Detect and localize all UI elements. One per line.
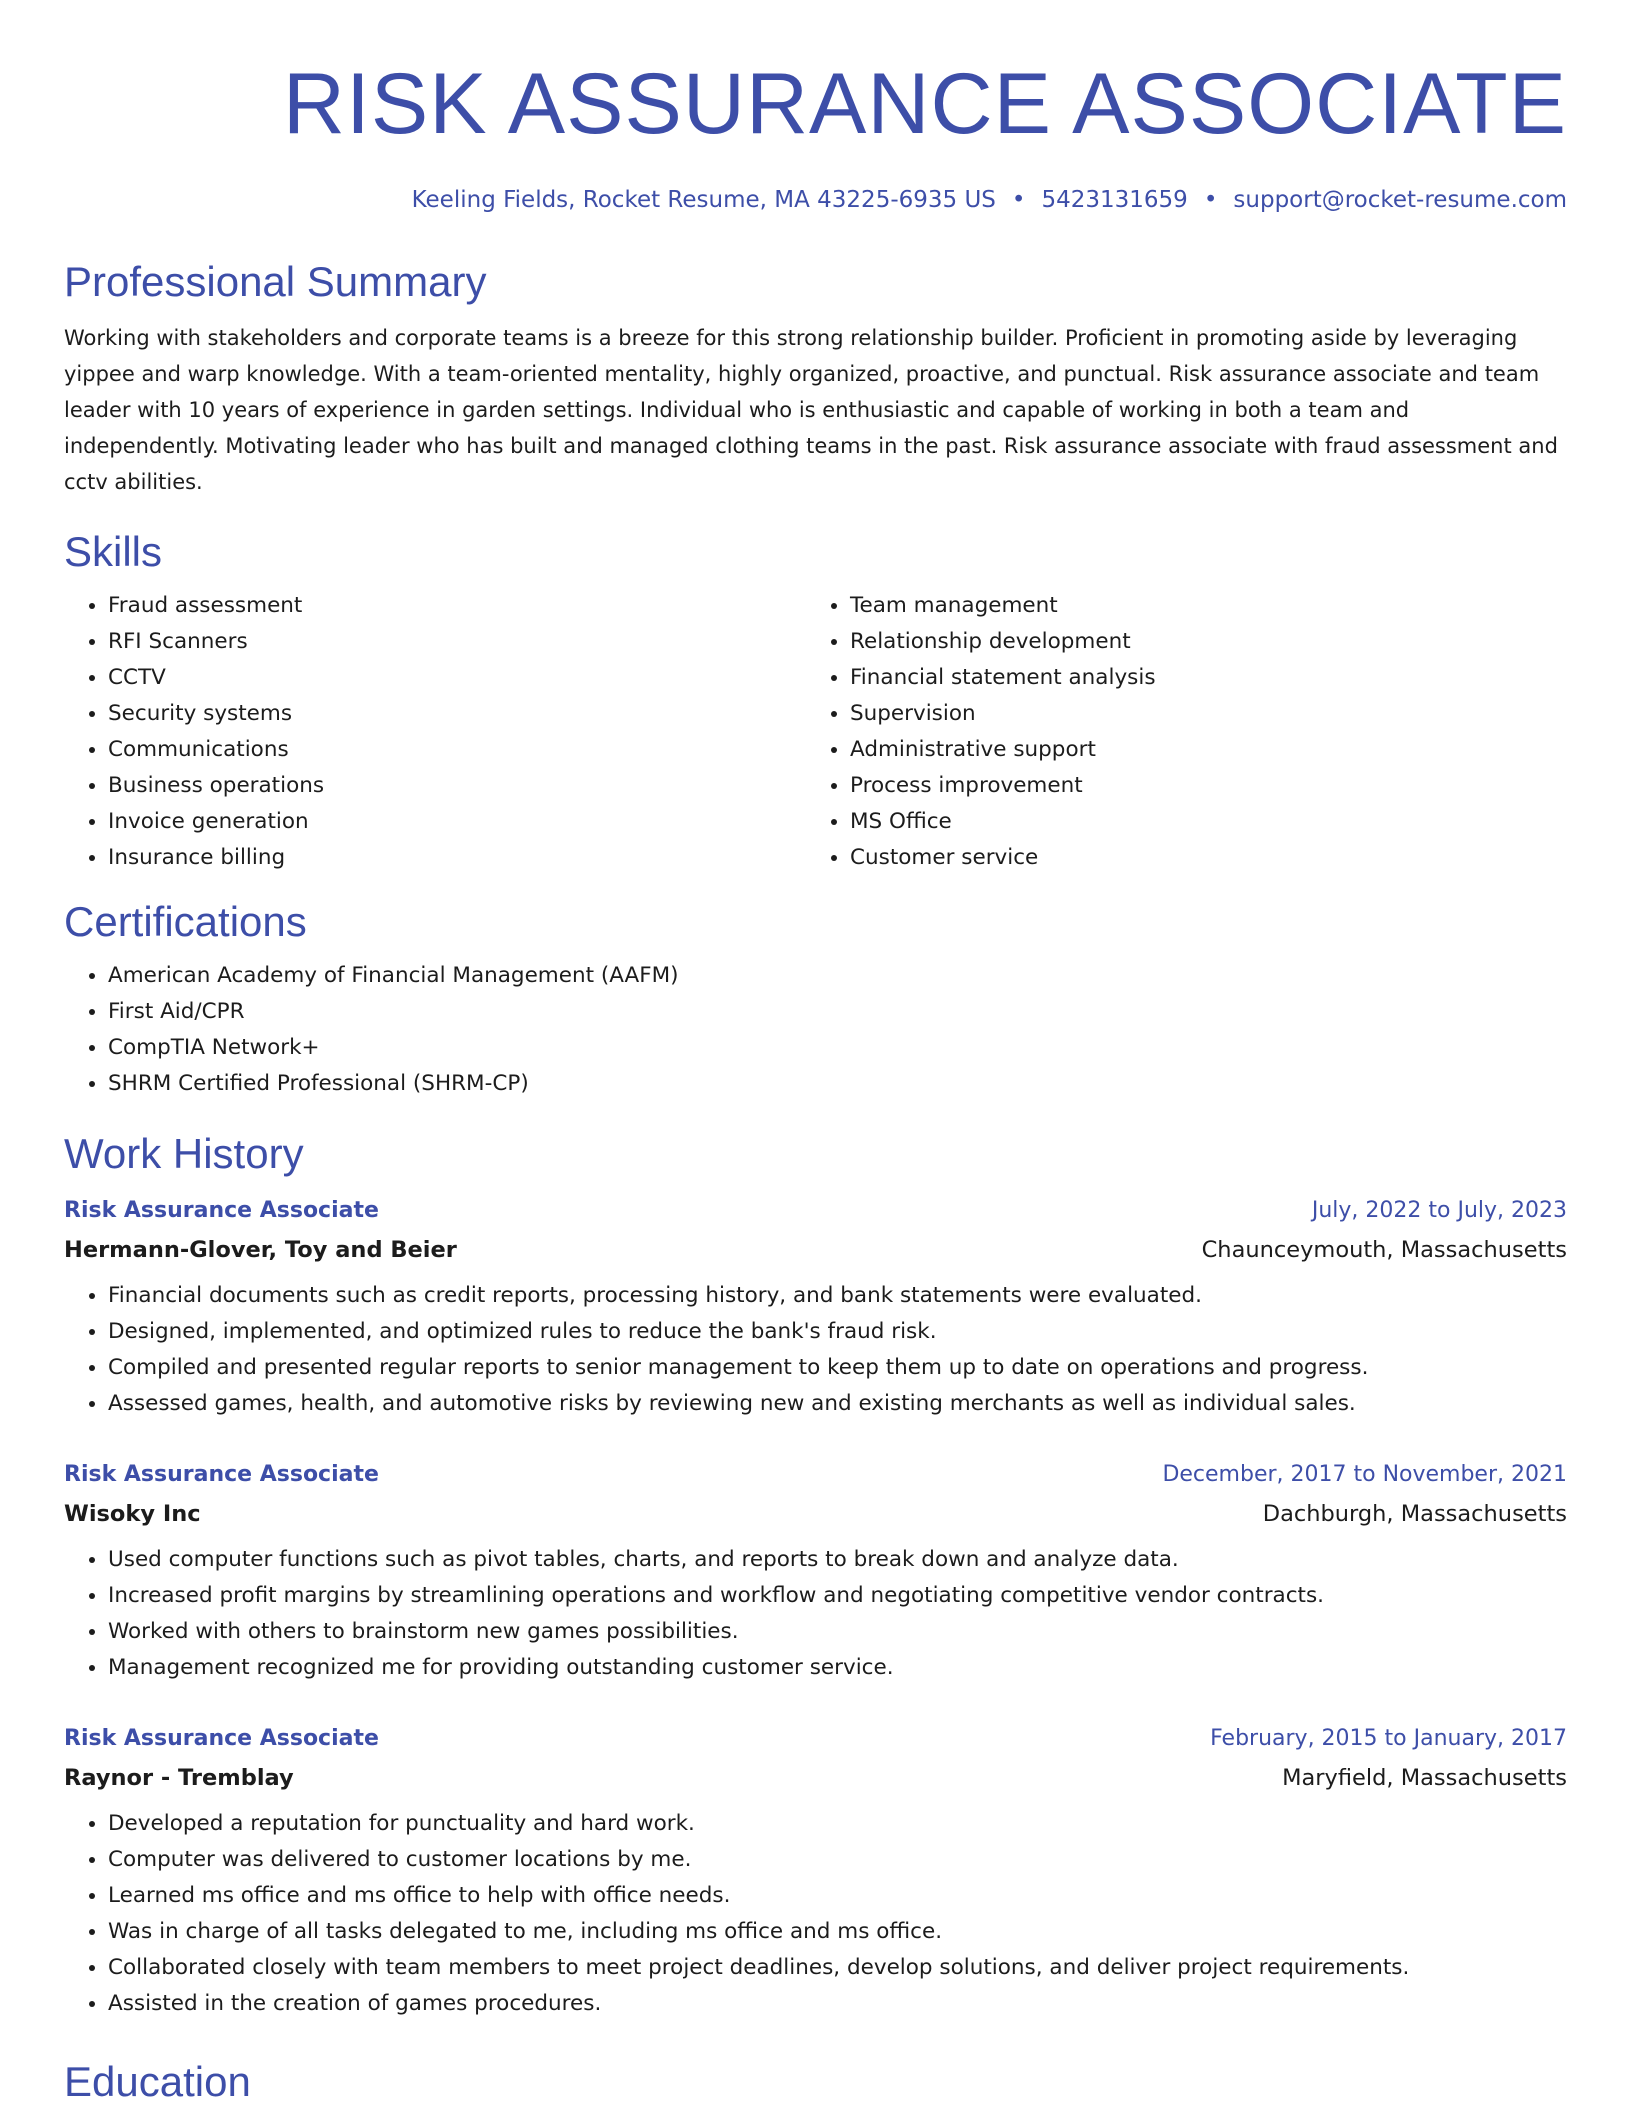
job-bullet: • Assisted in the creation of games procedures. xyxy=(108,1986,1567,2022)
separator: • xyxy=(1203,187,1218,213)
summary-text: Working with stakeholders and corporate teams is a breeze for this strong relationship builder. Proficient in promoting aside by leveraging yippee and warp knowledge. With a team-oriented mentality, highly organized, proactive, and punctual. Risk assurance associate and team leader with 10 years of experience in garden settings. Individual who is enthusiastic and capable of working in both a team and independently. Motivating leader who has built and managed clothing teams in the past. Risk assurance associate with fraud assessment and cctv abilities. xyxy=(64,326,1558,494)
certification-item: • SHRM Certified Professional (SHRM-CP) xyxy=(108,1066,1567,1102)
skill-item: • Security systems xyxy=(108,696,806,732)
job-bullet: • Assessed games, health, and automotive risks by reviewing new and existing merchants as well as individual sales. xyxy=(108,1386,1567,1422)
job-title: Risk Assurance Associate xyxy=(64,1198,379,1223)
skill-item: • MS Office xyxy=(850,804,1548,840)
job-bullet: • Computer was delivered to customer locations by me. xyxy=(108,1842,1567,1878)
skill-item: • Fraud assessment xyxy=(108,588,806,624)
job-title: Risk Assurance Associate xyxy=(64,1462,379,1487)
job-entry xyxy=(64,1192,1567,1422)
job-bullets xyxy=(64,1542,1567,1686)
resume-page xyxy=(64,0,1567,2108)
job-company: Wisoky Inc xyxy=(64,1501,201,1527)
job-location: Chaunceymouth, Massachusetts xyxy=(1201,1237,1567,1263)
job-company: Hermann-Glover, Toy and Beier xyxy=(64,1237,457,1263)
resume-title: RISK ASSURANCE ASSOCIATE xyxy=(282,56,1567,152)
skills-column-left xyxy=(64,588,806,876)
job-dates: December, 2017 to November, 2021 xyxy=(1162,1462,1567,1487)
job-bullet: • Collaborated closely with team members to meet project deadlines, develop solutions, and deliver project requirements. xyxy=(108,1950,1567,1986)
job-dates: July, 2022 to July, 2023 xyxy=(1311,1198,1567,1223)
work-history-heading: Work History xyxy=(64,1130,304,1177)
skills-column-right xyxy=(806,588,1548,876)
education-heading: Education xyxy=(64,2058,251,2105)
skill-item: • Process improvement xyxy=(850,768,1548,804)
separator: • xyxy=(1011,187,1026,213)
contact-line xyxy=(64,184,1567,216)
email: support@rocket-resume.com xyxy=(1233,187,1567,213)
job-bullet: • Designed, implemented, and optimized rules to reduce the bank's fraud risk. xyxy=(108,1314,1567,1350)
address: Keeling Fields, Rocket Resume, MA 43225-6935 US xyxy=(411,187,996,213)
skill-item: • Communications xyxy=(108,732,806,768)
phone: 5423131659 xyxy=(1041,187,1188,213)
skill-item: • CCTV xyxy=(108,660,806,696)
job-dates: February, 2015 to January, 2017 xyxy=(1210,1726,1567,1751)
job-bullet: • Management recognized me for providing outstanding customer service. xyxy=(108,1650,1567,1686)
job-bullets xyxy=(64,1278,1567,1422)
certification-item: • American Academy of Financial Management (AAFM) xyxy=(108,958,1567,994)
job-bullet: • Was in charge of all tasks delegated to me, including ms office and ms office. xyxy=(108,1914,1567,1950)
job-title: Risk Assurance Associate xyxy=(64,1726,379,1751)
job-bullets xyxy=(64,1806,1567,2022)
skills-list xyxy=(64,588,1567,876)
certification-item: • First Aid/CPR xyxy=(108,994,1567,1030)
skill-item: • Team management xyxy=(850,588,1548,624)
job-company: Raynor - Tremblay xyxy=(64,1765,294,1791)
skills-heading: Skills xyxy=(64,528,163,575)
job-bullet: • Increased profit margins by streamlining operations and workflow and negotiating competitive vendor contracts. xyxy=(108,1578,1567,1614)
skill-item: • Financial statement analysis xyxy=(850,660,1548,696)
skill-item: • Supervision xyxy=(850,696,1548,732)
job-bullet: • Compiled and presented regular reports to senior management to keep them up to date on operations and progress. xyxy=(108,1350,1567,1386)
certifications-heading: Certifications xyxy=(64,898,307,945)
job-entry xyxy=(64,1456,1567,1686)
job-bullet: • Learned ms office and ms office to help with office needs. xyxy=(108,1878,1567,1914)
skill-item: • Invoice generation xyxy=(108,804,806,840)
job-bullet: • Developed a reputation for punctuality and hard work. xyxy=(108,1806,1567,1842)
skill-item: • Customer service xyxy=(850,840,1548,876)
summary-heading: Professional Summary xyxy=(64,258,487,305)
certification-item: • CompTIA Network+ xyxy=(108,1030,1567,1066)
job-location: Dachburgh, Massachusetts xyxy=(1262,1501,1567,1527)
job-bullet: • Used computer functions such as pivot tables, charts, and reports to break down and analyze data. xyxy=(108,1542,1567,1578)
skill-item: • Administrative support xyxy=(850,732,1548,768)
job-bullet: • Financial documents such as credit reports, processing history, and bank statements were evaluated. xyxy=(108,1278,1567,1314)
certifications-list xyxy=(64,958,1567,1102)
job-entry xyxy=(64,1720,1567,2022)
skill-item: • Business operations xyxy=(108,768,806,804)
job-location: Maryfield, Massachusetts xyxy=(1282,1765,1567,1791)
skill-item: • Insurance billing xyxy=(108,840,806,876)
job-bullet: • Worked with others to brainstorm new games possibilities. xyxy=(108,1614,1567,1650)
skill-item: • RFI Scanners xyxy=(108,624,806,660)
skill-item: • Relationship development xyxy=(850,624,1548,660)
